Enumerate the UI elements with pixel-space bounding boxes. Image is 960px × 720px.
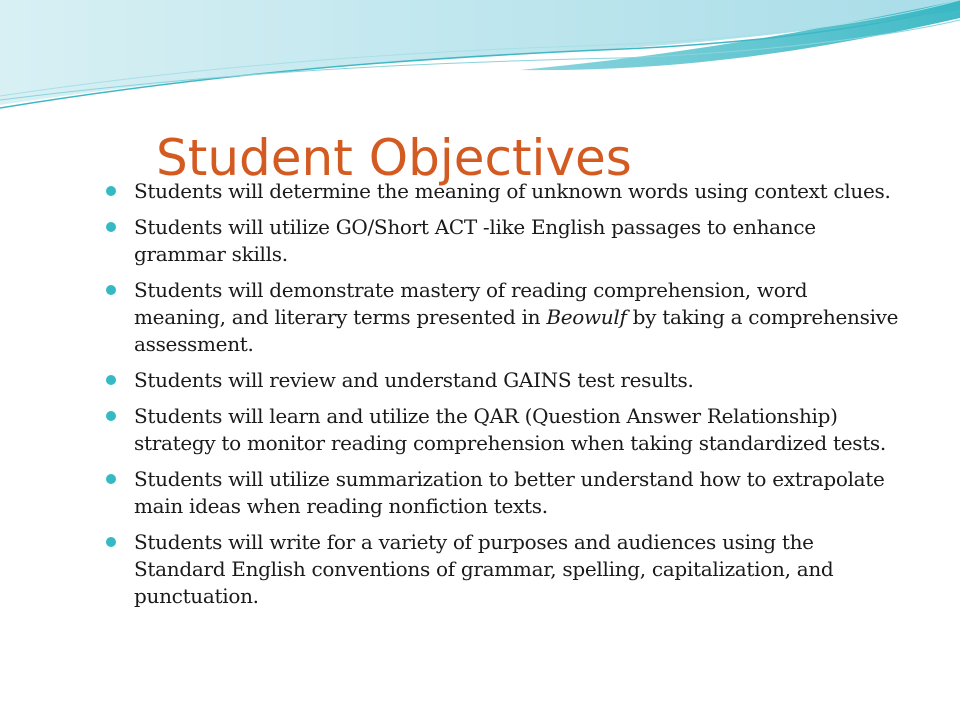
- bullet-icon: [106, 222, 116, 232]
- objective-item: [104, 178, 900, 205]
- slide-title: Student Objectives: [156, 129, 632, 187]
- objectives-list: [104, 178, 900, 619]
- decorative-wave-banner: [0, 0, 960, 130]
- objective-item: [104, 214, 900, 268]
- objective-text: Students will write for a variety of purposes and audiences using the Standard English conventions of grammar, spelling, capitalization, and punctuation.: [134, 530, 834, 608]
- objective-item: [104, 529, 900, 610]
- bullet-icon: [106, 186, 116, 196]
- objective-item: [104, 403, 900, 457]
- objective-text: Students will review and understand GAINS test results.: [134, 368, 694, 392]
- objective-item: [104, 277, 900, 358]
- objective-text: Students will demonstrate mastery of reading comprehension, word meaning, and literary terms presented in: [134, 278, 808, 329]
- book-title-emphasis: Beowulf: [546, 305, 627, 329]
- objective-item: [104, 466, 900, 520]
- bullet-icon: [106, 411, 116, 421]
- wave-light-band: [0, 0, 960, 105]
- objective-text: Students will determine the meaning of unknown words using context clues.: [134, 179, 891, 203]
- objective-text: Students will utilize GO/Short ACT -like English passages to enhance grammar skills.: [134, 215, 816, 266]
- objective-text: Students will utilize summarization to better understand how to extrapolate main ideas when reading nonfiction texts.: [134, 467, 885, 518]
- objective-text: Students will learn and utilize the QAR (Question Answer Relationship) strategy to monitor reading comprehension when taking standardized tests.: [134, 404, 886, 455]
- bullet-icon: [106, 285, 116, 295]
- bullet-icon: [106, 537, 116, 547]
- objective-text-continued: by taking a comprehensive assessment.: [134, 305, 899, 356]
- objective-item: [104, 367, 900, 394]
- bullet-icon: [106, 474, 116, 484]
- bullet-icon: [106, 375, 116, 385]
